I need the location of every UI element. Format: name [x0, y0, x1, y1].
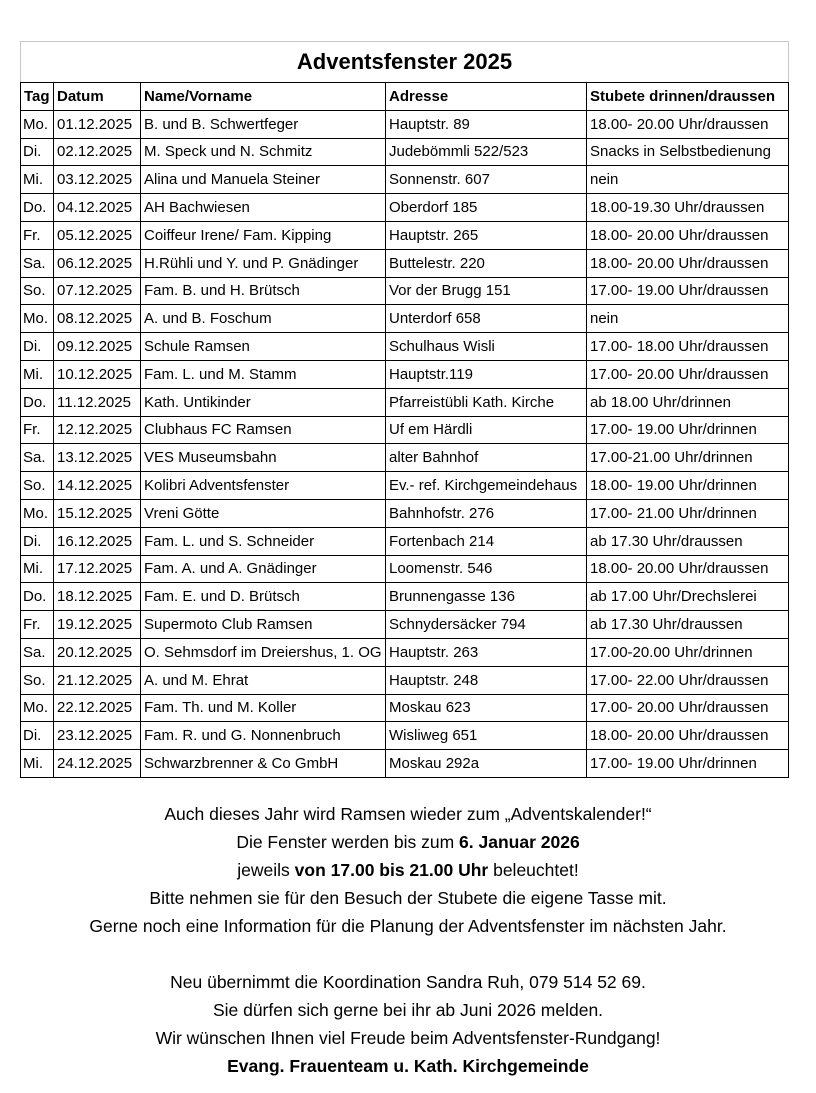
- address-cell: alter Bahnhof: [386, 444, 587, 472]
- date-cell: 22.12.2025: [54, 694, 141, 722]
- tag-cell: Do.: [21, 388, 54, 416]
- name-cell: Clubhaus FC Ramsen: [141, 416, 386, 444]
- table-row: [21, 249, 789, 277]
- table-row: [21, 611, 789, 639]
- tag-cell: Di.: [21, 527, 54, 555]
- tag-cell: Mo.: [21, 694, 54, 722]
- address-cell: Schnydersäcker 794: [386, 611, 587, 639]
- stubete-cell: ab 17.30 Uhr/draussen: [587, 611, 789, 639]
- tag-cell: Di.: [21, 722, 54, 750]
- tag-cell: Di.: [21, 333, 54, 361]
- tag-cell: Di.: [21, 138, 54, 166]
- table-row: [21, 110, 789, 138]
- stubete-cell: 17.00- 20.00 Uhr/draussen: [587, 694, 789, 722]
- column-header-name: Name/Vorname: [141, 83, 386, 111]
- stubete-cell: 17.00- 20.00 Uhr/draussen: [587, 360, 789, 388]
- name-cell: Fam. E. und D. Brütsch: [141, 583, 386, 611]
- notes-time-bold: von 17.00 bis 21.00 Uhr: [294, 860, 489, 880]
- tag-cell: Mo.: [21, 499, 54, 527]
- address-cell: Hauptstr.119: [386, 360, 587, 388]
- stubete-cell: 17.00- 22.00 Uhr/draussen: [587, 666, 789, 694]
- tag-cell: Mi.: [21, 555, 54, 583]
- table-row: [21, 305, 789, 333]
- date-cell: 04.12.2025: [54, 194, 141, 222]
- notes-line: Gerne noch eine Information für die Planung der Adventsfenster im nächsten Jahr.: [89, 916, 727, 936]
- table-title: Adventsfenster 2025: [21, 42, 789, 83]
- tag-cell: So.: [21, 666, 54, 694]
- date-cell: 23.12.2025: [54, 722, 141, 750]
- address-cell: Ev.- ref. Kirchgemeindehaus: [386, 472, 587, 500]
- address-cell: Bahnhofstr. 276: [386, 499, 587, 527]
- stubete-cell: 17.00- 19.00 Uhr/drinnen: [587, 416, 789, 444]
- name-cell: Fam. A. und A. Gnädinger: [141, 555, 386, 583]
- name-cell: Supermoto Club Ramsen: [141, 611, 386, 639]
- notes-text: Die Fenster werden bis zum: [236, 832, 460, 852]
- stubete-cell: ab 18.00 Uhr/drinnen: [587, 388, 789, 416]
- name-cell: Fam. R. und G. Nonnenbruch: [141, 722, 386, 750]
- notes-line: Neu übernimmt die Koordination Sandra Ruh, 079 514 52 69.: [170, 972, 646, 992]
- address-cell: Brunnengasse 136: [386, 583, 587, 611]
- date-cell: 24.12.2025: [54, 750, 141, 778]
- date-cell: 18.12.2025: [54, 583, 141, 611]
- name-cell: M. Speck und N. Schmitz: [141, 138, 386, 166]
- table-row: [21, 333, 789, 361]
- column-header-stubete: Stubete drinnen/draussen: [587, 83, 789, 111]
- date-cell: 11.12.2025: [54, 388, 141, 416]
- date-cell: 12.12.2025: [54, 416, 141, 444]
- name-cell: B. und B. Schwertfeger: [141, 110, 386, 138]
- tag-cell: Sa.: [21, 444, 54, 472]
- tag-cell: Do.: [21, 194, 54, 222]
- date-cell: 09.12.2025: [54, 333, 141, 361]
- table-row: [21, 221, 789, 249]
- name-cell: Coiffeur Irene/ Fam. Kipping: [141, 221, 386, 249]
- stubete-cell: 18.00- 20.00 Uhr/draussen: [587, 249, 789, 277]
- stubete-cell: 17.00- 19.00 Uhr/drinnen: [587, 750, 789, 778]
- date-cell: 16.12.2025: [54, 527, 141, 555]
- stubete-cell: 17.00-21.00 Uhr/drinnen: [587, 444, 789, 472]
- address-cell: Hauptstr. 248: [386, 666, 587, 694]
- date-cell: 05.12.2025: [54, 221, 141, 249]
- table-row: [21, 499, 789, 527]
- address-cell: Unterdorf 658: [386, 305, 587, 333]
- date-cell: 06.12.2025: [54, 249, 141, 277]
- column-header-adresse: Adresse: [386, 83, 587, 111]
- date-cell: 19.12.2025: [54, 611, 141, 639]
- signature: [0, 1052, 816, 1080]
- stubete-cell: nein: [587, 305, 789, 333]
- header-row: [21, 83, 789, 111]
- date-cell: 14.12.2025: [54, 472, 141, 500]
- name-cell: Fam. Th. und M. Koller: [141, 694, 386, 722]
- name-cell: Schwarzbrenner & Co GmbH: [141, 750, 386, 778]
- stubete-cell: 18.00- 20.00 Uhr/draussen: [587, 221, 789, 249]
- table-row: [21, 583, 789, 611]
- table-row: [21, 194, 789, 222]
- tag-cell: Mo.: [21, 305, 54, 333]
- stubete-cell: 17.00-20.00 Uhr/drinnen: [587, 638, 789, 666]
- stubete-cell: 18.00-19.30 Uhr/draussen: [587, 194, 789, 222]
- address-cell: Loomenstr. 546: [386, 555, 587, 583]
- notes-date-bold: 6. Januar 2026: [459, 832, 580, 852]
- table-row: [21, 722, 789, 750]
- schedule-sheet: [20, 41, 788, 778]
- notes-line: Sie dürfen sich gerne bei ihr ab Juni 2026 melden.: [212, 1000, 604, 1020]
- tag-cell: Mi.: [21, 360, 54, 388]
- name-cell: H.Rühli und Y. und P. Gnädinger: [141, 249, 386, 277]
- table-row: [21, 694, 789, 722]
- column-header-datum: Datum: [54, 83, 141, 111]
- date-cell: 13.12.2025: [54, 444, 141, 472]
- table-row: [21, 527, 789, 555]
- notes-text: jeweils: [237, 860, 295, 880]
- name-cell: Kath. Untikinder: [141, 388, 386, 416]
- address-cell: Vor der Brugg 151: [386, 277, 587, 305]
- name-cell: Fam. L. und M. Stamm: [141, 360, 386, 388]
- notes-line: Auch dieses Jahr wird Ramsen wieder zum „Adventskalender!“: [164, 804, 652, 824]
- address-cell: Moskau 623: [386, 694, 587, 722]
- stubete-cell: 18.00- 20.00 Uhr/draussen: [587, 110, 789, 138]
- notes-block: [0, 800, 816, 1080]
- name-cell: O. Sehmsdorf im Dreiershus, 1. OG: [141, 638, 386, 666]
- name-cell: Alina und Manuela Steiner: [141, 166, 386, 194]
- name-cell: AH Bachwiesen: [141, 194, 386, 222]
- date-cell: 03.12.2025: [54, 166, 141, 194]
- address-cell: Moskau 292a: [386, 750, 587, 778]
- notes-line: [0, 856, 816, 884]
- date-cell: 17.12.2025: [54, 555, 141, 583]
- table-row: [21, 638, 789, 666]
- address-cell: Schulhaus Wisli: [386, 333, 587, 361]
- date-cell: 21.12.2025: [54, 666, 141, 694]
- table-row: [21, 416, 789, 444]
- table-row: [21, 360, 789, 388]
- tag-cell: Mi.: [21, 750, 54, 778]
- table-row: [21, 750, 789, 778]
- table-row: [21, 666, 789, 694]
- stubete-cell: 17.00- 19.00 Uhr/draussen: [587, 277, 789, 305]
- table-row: [21, 388, 789, 416]
- tag-cell: Fr.: [21, 221, 54, 249]
- tag-cell: Mo.: [21, 110, 54, 138]
- address-cell: Oberdorf 185: [386, 194, 587, 222]
- address-cell: Hauptstr. 265: [386, 221, 587, 249]
- address-cell: Hauptstr. 89: [386, 110, 587, 138]
- name-cell: VES Museumsbahn: [141, 444, 386, 472]
- stubete-cell: ab 17.00 Uhr/Drechslerei: [587, 583, 789, 611]
- table-row: [21, 472, 789, 500]
- date-cell: 07.12.2025: [54, 277, 141, 305]
- table-row: [21, 277, 789, 305]
- address-cell: Hauptstr. 263: [386, 638, 587, 666]
- notes-line: Bitte nehmen sie für den Besuch der Stubete die eigene Tasse mit.: [149, 888, 667, 908]
- date-cell: 15.12.2025: [54, 499, 141, 527]
- date-cell: 10.12.2025: [54, 360, 141, 388]
- notes-text: beleuchtet!: [488, 860, 579, 880]
- address-cell: Buttelestr. 220: [386, 249, 587, 277]
- table-row: [21, 166, 789, 194]
- name-cell: Schule Ramsen: [141, 333, 386, 361]
- stubete-cell: nein: [587, 166, 789, 194]
- notes-line: [0, 828, 816, 856]
- name-cell: A. und B. Foschum: [141, 305, 386, 333]
- column-header-tag: Tag: [21, 83, 54, 111]
- date-cell: 02.12.2025: [54, 138, 141, 166]
- table-body: [21, 110, 789, 777]
- stubete-cell: 18.00- 20.00 Uhr/draussen: [587, 555, 789, 583]
- address-cell: Sonnenstr. 607: [386, 166, 587, 194]
- stubete-cell: 18.00- 20.00 Uhr/draussen: [587, 722, 789, 750]
- stubete-cell: 18.00- 19.00 Uhr/drinnen: [587, 472, 789, 500]
- tag-cell: So.: [21, 472, 54, 500]
- tag-cell: Sa.: [21, 638, 54, 666]
- date-cell: 08.12.2025: [54, 305, 141, 333]
- notes-spacer: [0, 940, 816, 968]
- advent-schedule-table: [20, 41, 789, 778]
- stubete-cell: 17.00- 18.00 Uhr/draussen: [587, 333, 789, 361]
- name-cell: Vreni Götte: [141, 499, 386, 527]
- table-row: [21, 444, 789, 472]
- tag-cell: Sa.: [21, 249, 54, 277]
- address-cell: Wisliweg 651: [386, 722, 587, 750]
- tag-cell: So.: [21, 277, 54, 305]
- tag-cell: Fr.: [21, 611, 54, 639]
- address-cell: Fortenbach 214: [386, 527, 587, 555]
- title-row: [21, 42, 789, 83]
- date-cell: 01.12.2025: [54, 110, 141, 138]
- tag-cell: Fr.: [21, 416, 54, 444]
- stubete-cell: 17.00- 21.00 Uhr/drinnen: [587, 499, 789, 527]
- notes-line: Wir wünschen Ihnen viel Freude beim Adventsfenster-Rundgang!: [155, 1028, 661, 1048]
- name-cell: Fam. L. und S. Schneider: [141, 527, 386, 555]
- address-cell: Pfarreistübli Kath. Kirche: [386, 388, 587, 416]
- tag-cell: Do.: [21, 583, 54, 611]
- name-cell: A. und M. Ehrat: [141, 666, 386, 694]
- stubete-cell: Snacks in Selbstbedienung: [587, 138, 789, 166]
- name-cell: Kolibri Adventsfenster: [141, 472, 386, 500]
- table-row: [21, 555, 789, 583]
- tag-cell: Mi.: [21, 166, 54, 194]
- address-cell: Uf em Härdli: [386, 416, 587, 444]
- name-cell: Fam. B. und H. Brütsch: [141, 277, 386, 305]
- signature-text: Evang. Frauenteam u. Kath. Kirchgemeinde: [227, 1056, 589, 1076]
- stubete-cell: ab 17.30 Uhr/draussen: [587, 527, 789, 555]
- address-cell: Judebömmli 522/523: [386, 138, 587, 166]
- table-row: [21, 138, 789, 166]
- date-cell: 20.12.2025: [54, 638, 141, 666]
